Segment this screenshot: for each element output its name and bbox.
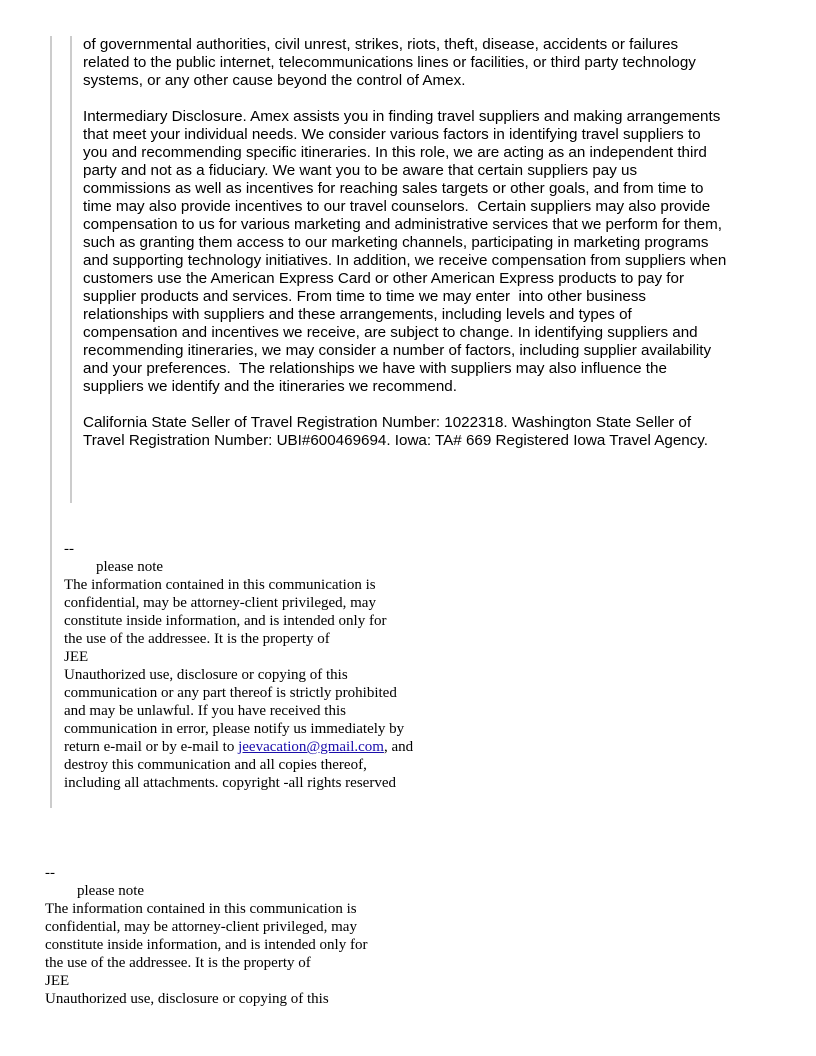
- signature-line: communication in error, please notify us immediately by: [64, 721, 405, 737]
- signature-line: communication or any part thereof is strictly prohibited: [64, 685, 397, 701]
- signature-line: including all attachments. copyright -all rights reserved: [64, 775, 396, 791]
- quote-bar-inner: [70, 36, 72, 503]
- paragraph-line: recommending itineraries, we may consider a number of factors, including supplier availability: [83, 342, 712, 359]
- paragraph-line: commissions as well as incentives for reaching sales targets or other goals, and from time to: [83, 180, 704, 197]
- signature-line: JEE: [45, 973, 70, 989]
- signature-line: constitute inside information, and is intended only for: [64, 613, 387, 629]
- paragraph-line: and supporting technology initiatives. In addition, we receive compensation from suppliers when: [83, 252, 727, 269]
- signature-line: and may be unlawful. If you have received this: [64, 703, 346, 719]
- signature-line: The information contained in this communication is: [64, 577, 376, 593]
- paragraph-line: suppliers we identify and the itineraries we recommend.: [83, 378, 457, 395]
- paragraph-line: systems, or any other cause beyond the control of Amex.: [83, 72, 466, 89]
- paragraph-line: customers use the American Express Card or other American Express products to pay for: [83, 270, 685, 287]
- signature-line: confidential, may be attorney-client privileged, may: [64, 595, 376, 611]
- signature-line: JEE: [64, 649, 89, 665]
- paragraph-line: party and not as a fiduciary. We want you to be aware that certain suppliers pay us: [83, 162, 638, 179]
- amex-continuation-paragraph: [83, 36, 783, 90]
- paragraph-line: that meet your individual needs. We consider various factors in identifying travel suppliers to: [83, 126, 701, 143]
- signature-line: destroy this communication and all copies thereof,: [64, 757, 367, 773]
- paragraph-line: supplier products and services. From time to time we may enter into other business: [83, 288, 647, 305]
- paragraph-line: Travel Registration Number: UBI#600469694. Iowa: TA# 669 Registered Iowa Travel Agency.: [83, 432, 708, 449]
- paragraph-line: such as granting them access to our marketing channels, participating in marketing programs: [83, 234, 709, 251]
- signature-note: please note: [96, 559, 164, 575]
- signature-separator: --: [45, 865, 55, 881]
- signature-block-quoted: [64, 540, 413, 792]
- paragraph-line: California State Seller of Travel Registration Number: 1022318. Washington State Seller of: [83, 414, 692, 431]
- signature-line: confidential, may be attorney-client privileged, may: [45, 919, 357, 935]
- signature-line: Unauthorized use, disclosure or copying of this: [45, 991, 329, 1007]
- signature-email-line: [64, 738, 413, 756]
- signature-block: [45, 864, 367, 1008]
- signature-note: please note: [77, 883, 145, 899]
- intermediary-disclosure-paragraph: [83, 108, 783, 396]
- signature-line: Unauthorized use, disclosure or copying of this: [64, 667, 348, 683]
- signature-line: constitute inside information, and is intended only for: [45, 937, 368, 953]
- paragraph-line: related to the public internet, telecommunications lines or facilities, or third party technology: [83, 54, 696, 71]
- quote-bar-outer: [50, 36, 52, 808]
- paragraph-line: of governmental authorities, civil unrest, strikes, riots, theft, disease, accidents or failures: [83, 36, 679, 53]
- paragraph-line: and your preferences. The relationships we have with suppliers may also influence the: [83, 360, 667, 377]
- signature-line: the use of the addressee. It is the property of: [64, 631, 330, 647]
- signature-separator: --: [64, 541, 74, 557]
- paragraph-line: compensation and incentives we receive, are subject to change. In identifying suppliers and: [83, 324, 698, 341]
- paragraph-line: Intermediary Disclosure. Amex assists you in finding travel suppliers and making arrangements: [83, 108, 721, 125]
- email-suffix: , and: [383, 739, 414, 755]
- signature-line: the use of the addressee. It is the property of: [45, 955, 311, 971]
- paragraph-line: you and recommending specific itineraries. In this role, we are acting as an independent third: [83, 144, 707, 161]
- paragraph-line: compensation to us for various marketing and administrative services that we perform for them,: [83, 216, 722, 233]
- email-link[interactable]: jeevacation@gmail.com: [238, 739, 384, 755]
- registration-paragraph: [83, 414, 783, 450]
- paragraph-line: relationships with suppliers and these arrangements, including levels and types of: [83, 306, 632, 323]
- signature-line: The information contained in this communication is: [45, 901, 357, 917]
- email-prefix: return e-mail or by e-mail to: [64, 739, 239, 755]
- paragraph-line: time may also provide incentives to our travel counselors. Certain suppliers may also provide: [83, 198, 711, 215]
